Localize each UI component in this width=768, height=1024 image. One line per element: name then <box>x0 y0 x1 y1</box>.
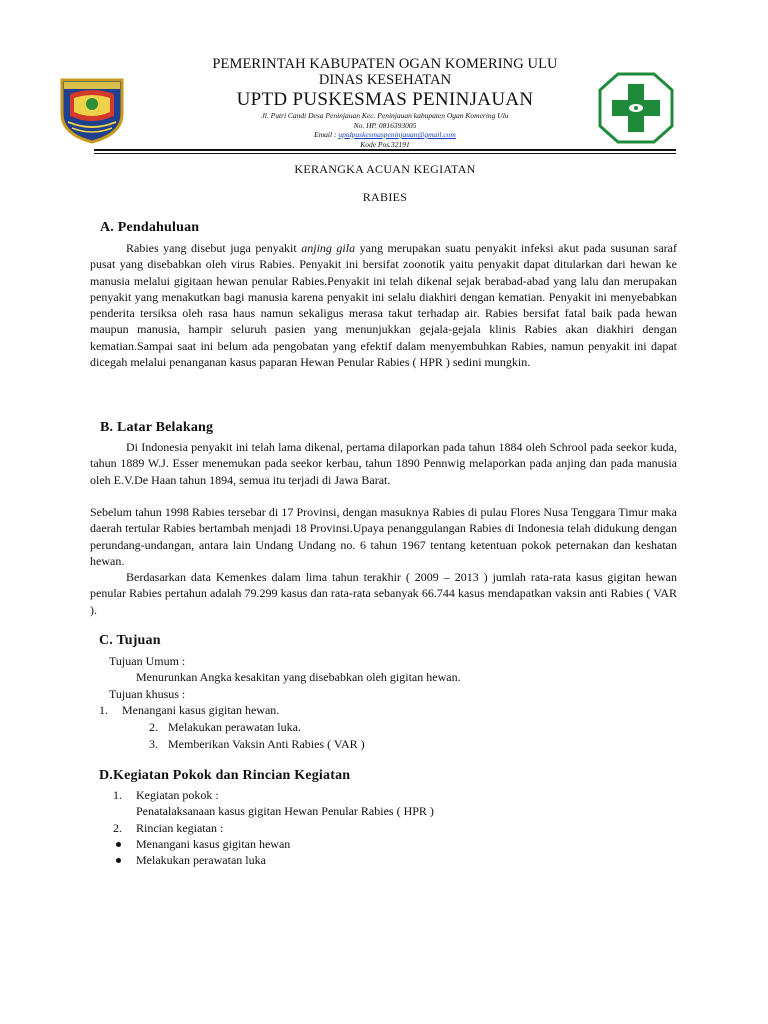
ogan-komering-ulu-emblem-icon <box>58 74 126 144</box>
tujuan-umum-label: Tujuan Umum : <box>109 654 186 668</box>
phone: No. HP. 0816393005 <box>353 120 417 130</box>
header-divider-thin <box>94 153 676 154</box>
section-d-heading: D.Kegiatan Pokok dan Rincian Kegiatan <box>99 768 351 783</box>
section-a-paragraph <box>90 240 677 370</box>
postal-code: Kode Pos.32191 <box>360 139 410 149</box>
tujuan-khusus-num-2: 2. <box>149 720 158 734</box>
tujuan-khusus-num-3: 3. <box>149 737 158 751</box>
document-title: KERANGKA ACUAN KEGIATAN <box>294 162 476 176</box>
bullet-icon <box>116 842 121 847</box>
tujuan-umum-text: Menurunkan Angka kesakitan yang disebabkan oleh gigitan hewan. <box>136 670 461 684</box>
kegiatan-pokok-text: Penatalaksanaan kasus gigitan Hewan Penular Rabies ( HPR ) <box>136 804 434 818</box>
bullet-icon <box>116 858 121 863</box>
email-link[interactable]: uptdpuskesmaspeninjauan@gmail.com <box>338 130 456 139</box>
rincian-kegiatan-num: 2. <box>113 821 122 835</box>
kegiatan-pokok-num: 1. <box>113 788 122 802</box>
email-label: Email : <box>314 130 337 139</box>
section-b-text-1: Di Indonesia penyakit ini telah lama dikenal, pertama dilaporkan pada tahun 1884 oleh Schrool pada seekor kuda, tahun 1889 W.J. Esser menemukan pada seekor kerbau, tahun 1890 Pennwig melaporkan pada anjing dan pada manusia oleh E.V.De Haan tahun 1894, semua itu terjadi di Jawa Barat. <box>90 440 677 487</box>
document-subtitle: RABIES <box>362 190 408 204</box>
email-line <box>140 130 630 140</box>
department-name: DINAS KESEHATAN <box>318 72 452 88</box>
section-a-text-rest: yang merupakan suatu penyakit infeksi akut pada susunan saraf pusat yang disebabkan oleh virus Rabies. Penyakit ini bersifat zoonotik yaitu penyakit dapat ditularkan dari hewan ke manusia melalui gigitaan hewan penular Rabies.Penyakit ini telah dikenal sejak berabad-abad yang lalu dan merupakan penyakit yang menakutkan bagi manusia karena penyakit ini selalu diakhiri dengan kematian. Penyakit ini menyebabkan penderita tersiksa oleh rasa haus namun sekaligus merasa takut terhadap air. Rabies bersifat fatal baik pada hewan maupun manusia, hampir seluruh pasien yang menunjukkan gejala-gejala klinis Rabies akan diakhiri dengan kematian.Sampai saat ini belum ada pengobatan yang efektif dalam menyembuhkan Rabies, namun penyakit ini dapat dicegah melalui penanganan kasus paparan Hewan Penular Rabies ( HPR ) sedini mungkin. <box>90 241 677 370</box>
section-b-text-3: Berdasarkan data Kemenkes dalam lima tahun terakhir ( 2009 – 2013 ) jumlah rata-rata kasus gigitan hewan penular Rabies pertahun adalah 79.299 kasus dan rata-rata sebanyak 66.744 kasus mendapatkan vaksin anti Rabies ( VAR ). <box>90 570 677 617</box>
section-b-paragraph-2: Sebelum tahun 1998 Rabies tersebar di 17 Provinsi, dengan masuknya Rabies di pulau Flores Nusa Tenggara Timur maka daerah tertular Rabies bertambah menjadi 18 Provinsi.Upaya penanggulangan Rabies di Indonesia telah didukung dengan perundang-undangan, antara lain Undang Undang no. 6 tahun 1967 tentang ketentuan pokok peternakan dan keshatan hewan. <box>90 505 677 568</box>
section-b-paragraph-3 <box>90 569 677 618</box>
tujuan-khusus-label: Tujuan khusus : <box>109 687 186 701</box>
government-name: PEMERINTAH KABUPATEN OGAN KOMERING ULU <box>212 56 558 72</box>
kegiatan-pokok-label: Kegiatan pokok : <box>136 788 219 802</box>
rincian-item-2: Melakukan perawatan luka <box>136 853 266 867</box>
tujuan-khusus-item-2: Melakukan perawatan luka. <box>168 720 301 734</box>
section-b-paragraph-1 <box>90 439 677 488</box>
institution-name: UPTD PUSKESMAS PENINJAUAN <box>236 89 534 110</box>
letterhead <box>140 56 630 149</box>
tujuan-khusus-item-1: Menangani kasus gigitan hewan. <box>122 703 280 717</box>
section-a-text-prefix: Rabies yang disebut juga penyakit <box>126 241 302 255</box>
section-a-heading: A. Pendahuluan <box>100 220 200 235</box>
section-c-heading: C. Tujuan <box>99 633 161 648</box>
section-b-heading: B. Latar Belakang <box>100 420 214 435</box>
tujuan-khusus-item-3: Memberikan Vaksin Anti Rabies ( VAR ) <box>168 737 365 751</box>
address: Jl. Putri Candi Desa Peninjauan Kec. Peninjauan kabupaten Ogan Komering Ulu <box>261 111 509 120</box>
puskesmas-green-cross-icon <box>598 72 674 144</box>
header-divider-thick <box>94 149 676 151</box>
section-a-italic: anjing gila <box>301 241 356 255</box>
rincian-kegiatan-label: Rincian kegiatan : <box>136 821 224 835</box>
tujuan-khusus-num-1: 1. <box>99 703 108 717</box>
rincian-item-1: Menangani kasus gigitan hewan <box>136 837 291 851</box>
